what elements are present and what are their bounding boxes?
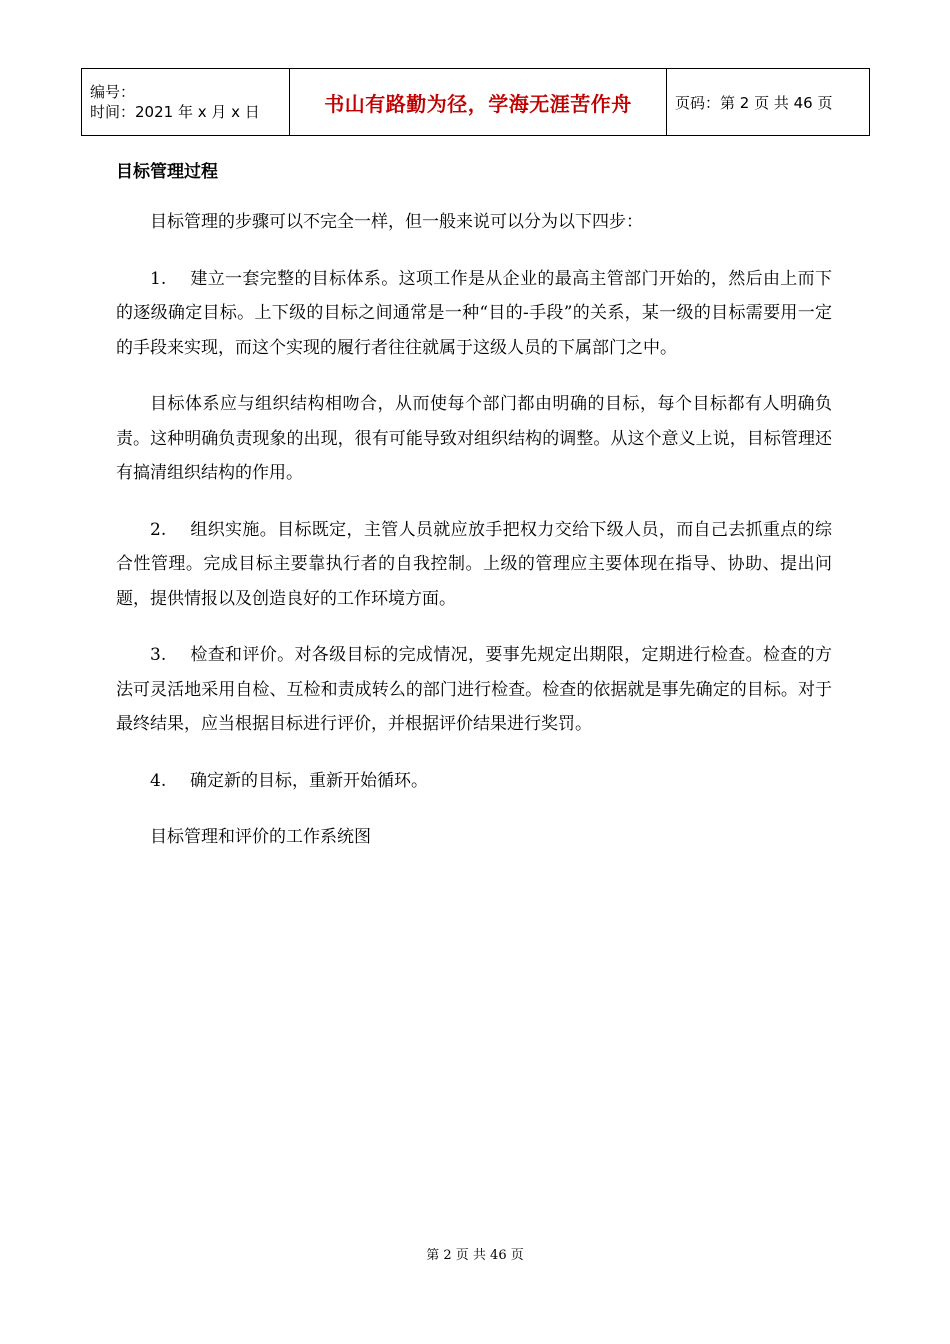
header-info-cell <box>82 69 290 136</box>
step-1-text: 建立一套完整的目标体系。这项工作是从企业的最高主管部门开始的，然后由上而下的逐级确定目标。上下级的目标之间通常是一种“目的-手段”的关系，某一级的目标需要用一定的手段来实现，而这个实现的履行者往往就属于这级人员的下属部门之中。 <box>116 268 832 358</box>
step-4-text: 确定新的目标，重新开始循环。 <box>190 770 428 791</box>
step-3-text: 检查和评价。对各级目标的完成情况，要事先规定出期限，定期进行检查。检查的方法可灵活地采用自检、互检和责成转么的部门进行检查。检查的依据就是事先确定的目标。对于最终结果，应当根据目标进行评价，并根据评价结果进行奖罚。 <box>116 645 832 734</box>
step-1-extra-paragraph <box>116 387 832 491</box>
header-page-label: 页码：第 2 页 共 46 页 <box>675 93 833 112</box>
step-1-extra-text: 目标体系应与组织结构相吻合，从而使每个部门都由明确的目标，每个目标都有人明确负责。这种明确负责现象的出现，很有可能导致对组织结构的调整。从这个意义上说，目标管理还有搞清组织结构的作用。 <box>116 394 832 483</box>
step-3-number: 3. <box>150 645 167 665</box>
step-2-paragraph <box>116 513 832 617</box>
document-date-label: 时间：2021 年 x 月 x 日 <box>90 103 260 121</box>
document-body <box>116 155 832 877</box>
header-page-cell <box>667 69 870 136</box>
step-1-paragraph <box>116 262 832 366</box>
step-3-paragraph <box>116 638 832 742</box>
document-number-label: 编号： <box>90 83 136 101</box>
step-4-paragraph <box>116 764 832 799</box>
step-2-text: 组织实施。目标既定，主管人员就应放手把权力交给下级人员，而自己去抓重点的综合性管理。完成目标主要靠执行者的自我控制。上级的管理应主要体现在指导、协助、提出问题，提供情报以及创造良好的工作环境方面。 <box>116 519 832 609</box>
header-motto-cell <box>290 69 667 136</box>
section-title: 目标管理过程 <box>116 162 218 182</box>
header-motto: 书山有路勤为径，学海无涯苦作舟 <box>324 91 632 116</box>
page-footer <box>0 1244 950 1263</box>
figure-caption <box>116 820 832 855</box>
intro-paragraph <box>116 205 832 240</box>
intro-text: 目标管理的步骤可以不完全一样，但一般来说可以分为以下四步： <box>150 212 643 232</box>
header-table <box>81 68 870 136</box>
footer-page-number: 第 2 页 共 46 页 <box>426 1248 524 1263</box>
figure-caption-text: 目标管理和评价的工作系统图 <box>150 827 371 847</box>
step-4-number: 4. <box>150 770 167 791</box>
step-1-number: 1. <box>150 268 167 289</box>
step-2-number: 2. <box>150 519 167 540</box>
